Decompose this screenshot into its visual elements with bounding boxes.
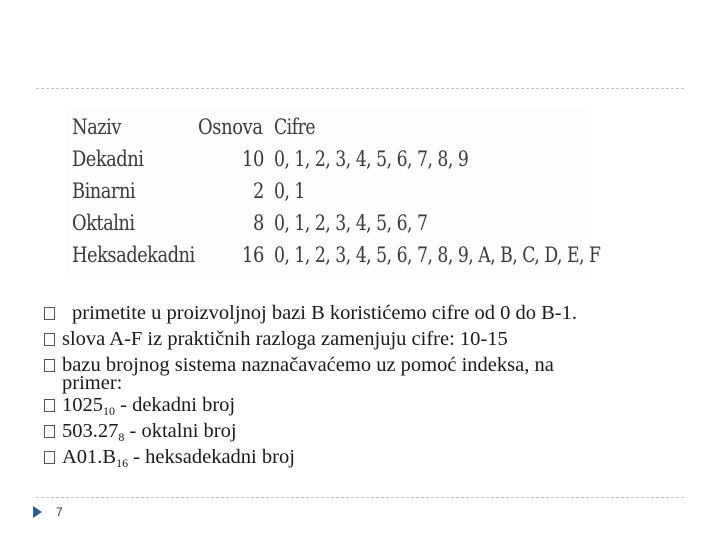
row-digits: 0, 1, 2, 3, 4, 5, 6, 7, 8, 9, A, B, C, D, E, F [274, 243, 601, 267]
row-name: Binarni [72, 179, 136, 203]
row-base: 2 [252, 179, 264, 203]
example-desc: - dekadni broj [115, 394, 236, 416]
example-base: 8 [118, 430, 125, 444]
example-octal [62, 420, 237, 442]
example-decimal [62, 394, 235, 416]
bullet-box-icon [44, 307, 55, 320]
example-desc: - oktalni broj [124, 420, 237, 442]
bullet-continuation: primer: [62, 372, 123, 394]
example-hex [62, 446, 295, 468]
example-base: 16 [116, 456, 129, 470]
list-item [44, 352, 694, 378]
bullet-text: slova A-F iz praktičnih razloga zamenjuju cifre: 10-15 [62, 328, 508, 350]
bottom-divider [36, 497, 684, 498]
row-base: 16 [241, 243, 264, 267]
bullet-box-icon [44, 425, 55, 438]
table-row [66, 240, 601, 270]
row-digits: 0, 1 [274, 179, 305, 203]
bullet-list [44, 300, 694, 470]
list-item [44, 444, 694, 470]
top-divider [36, 88, 684, 89]
example-number: A01.B [62, 446, 117, 468]
row-name: Dekadni [72, 147, 144, 171]
header-digits: Cifre [274, 115, 316, 139]
list-item [44, 418, 694, 444]
example-base: 10 [103, 404, 115, 418]
page-number: 7 [56, 505, 63, 519]
row-base: 8 [252, 211, 264, 235]
list-item [44, 326, 694, 352]
list-item [44, 392, 694, 418]
example-number: 503.27 [62, 420, 119, 442]
header-base: Osnova [198, 115, 263, 139]
list-item [44, 300, 694, 326]
row-digits: 0, 1, 2, 3, 4, 5, 6, 7 [274, 211, 428, 235]
row-base: 10 [241, 147, 264, 171]
arrow-right-icon [33, 506, 42, 518]
bullet-text: primetite u proizvoljnoj bazi B koristićemo cifre od 0 do B-1. [72, 302, 577, 324]
table-row [66, 176, 586, 206]
table-row [66, 208, 586, 238]
bullet-box-icon [44, 359, 55, 372]
bullet-text: bazu brojnog sistema naznačavaćemo uz pomoć indeksa, na [62, 354, 554, 376]
bullet-box-icon [44, 399, 55, 412]
bullet-box-icon [44, 333, 55, 346]
row-name: Oktalni [72, 211, 135, 235]
bullet-box-icon [44, 451, 55, 464]
example-desc: - heksadekadni broj [128, 446, 295, 468]
table-row [66, 144, 586, 174]
number-systems-table [66, 108, 601, 278]
row-digits: 0, 1, 2, 3, 4, 5, 6, 7, 8, 9 [274, 147, 469, 171]
row-name: Heksadekadni [72, 243, 195, 267]
table-header-row [66, 112, 586, 142]
header-name: Naziv [72, 115, 121, 139]
example-number: 1025 [62, 394, 103, 416]
